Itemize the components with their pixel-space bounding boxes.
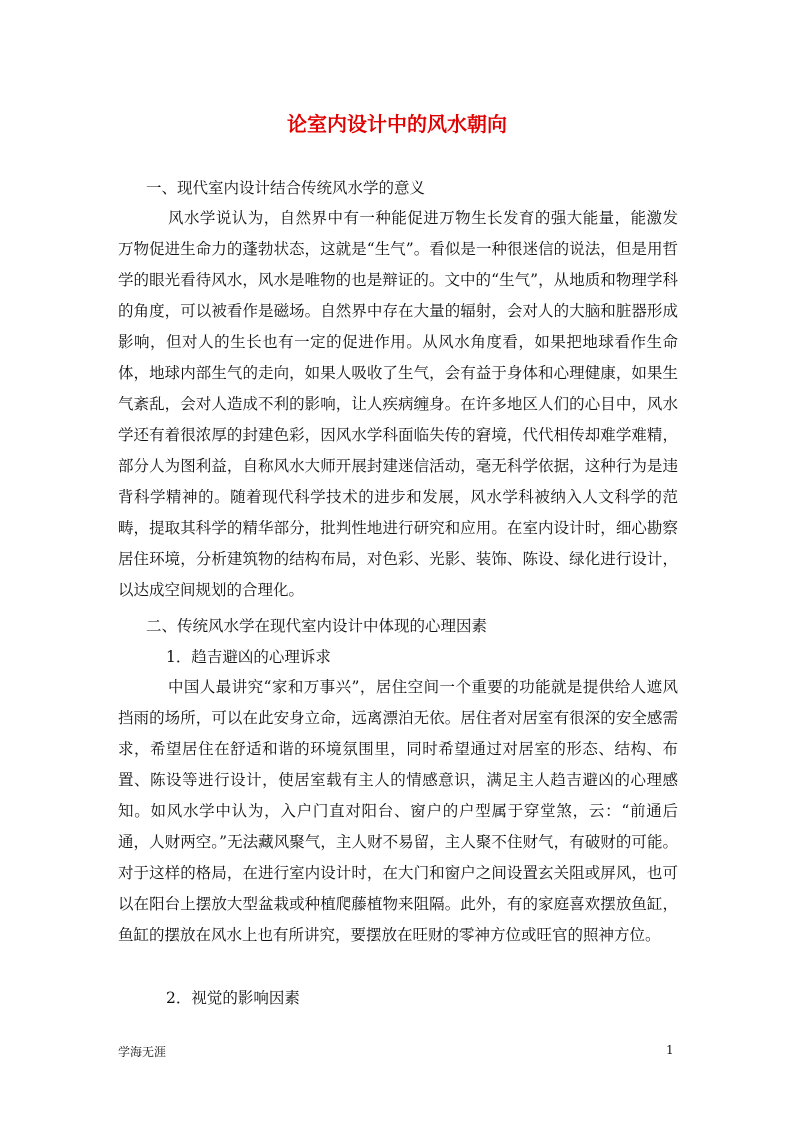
footer-text: 学海无涯	[118, 1045, 167, 1059]
section-heading-1: 一、现代室内设计结合传统风水学的意义	[146, 179, 426, 197]
section-paragraph-1: 风水学说认为，自然界中有一种能促进万物生长发育的强大能量，能激发万物促进生命力的蓬勃状态，这就是“生气”。看似是一种很迷信的说法，但是用哲学的眼光看待风水，风水是唯物的也是辩证的。文中的“生气”，从地质和物理学科的角度，可以被看作是磁场。自然界中存在大量的辐射，会对人的大脑和脏器形成影响，但对人的生长也有一定的促进作用。从风水角度看，如果把地球看作生命体，地球内部生气的走向，如果人吸收了生气，会有益于身体和心理健康，如果生气紊乱，会对人造成不利的影响，让人疾病缠身。在许多地区人们的心目中，风水学还有着很浓厚的封建色彩，因风水学科面临失传的窘境，代代相传却难学难精，部分人为图利益，自称风水大师开展封建迷信活动，毫无科学依据，这种行为是违背科学精神的。随着现代科学技术的进步和发展，风水学科被纳入人文科学的范畴，提取其科学的精华部分，批判性地进行研究和应用。在室内设计时，细心勘察居住环境，分析建筑物的结构布局，对色彩、光影、装饰、陈设、绿化进行设计，以达成空间规划的合理化。	[118, 209, 678, 599]
subsection-heading-1: 1．趋吉避凶的心理诉求	[166, 648, 331, 666]
subsection-paragraph-1: 中国人最讲究“家和万事兴”，居住空间一个重要的功能就是提供给人遮风挡雨的场所，可以在此安身立命，远离漂泊无依。居住者对居室有很深的安全感需求，希望居住在舒适和谐的环境氛围里，同时希望通过对居室的形态、结构、布置、陈设等进行设计，使居室载有主人的情感意识，满足主人趋吉避凶的心理感知。如风水学中认为，入户门直对阳台、窗户的户型属于穿堂煞，云：“前通后通，人财两空。”无法藏风聚气，主人财不易留，主人聚不住财气，有破财的可能。对于这样的格局，在进行室内设计时，在大门和窗户之间设置玄关阻或屏风，也可以在阳台上摆放大型盆栽或种植爬藤植物来阻隔。此外，有的家庭喜欢摆放鱼缸，鱼缸的摆放在风水上也有所讲究，要摆放在旺财的零神方位或旺官的照神方位。	[118, 678, 678, 944]
document-title: 论室内设计中的风水朝向	[287, 112, 507, 136]
section-heading-2: 二、传统风水学在现代室内设计中体现的心理因素	[146, 617, 488, 635]
page-number: 1	[666, 1043, 674, 1057]
subsection-heading-2: 2．视觉的影响因素	[166, 989, 300, 1007]
